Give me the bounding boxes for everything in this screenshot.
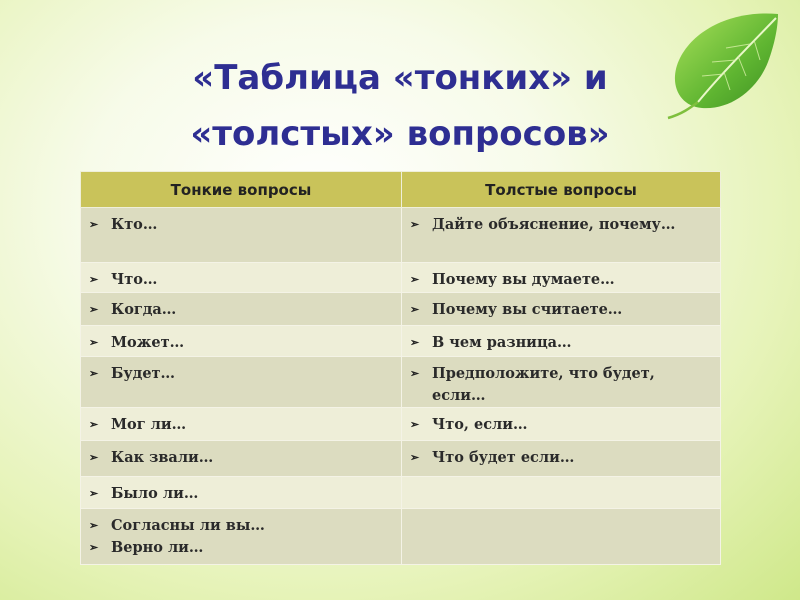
question-text: Что…: [111, 271, 158, 288]
arrowhead-bullet-icon: ➢: [89, 487, 99, 500]
list-item: [89, 332, 393, 354]
question-text: Верно ли…: [111, 539, 204, 556]
question-text: Что будет если…: [432, 449, 575, 466]
title-line-1: «Таблица «тонких» и: [192, 58, 608, 98]
table-header-row: [81, 172, 721, 208]
list-item: [89, 537, 393, 559]
table-row: [81, 263, 721, 293]
list-item: [410, 414, 712, 436]
arrowhead-bullet-icon: ➢: [89, 451, 99, 464]
table-row: [81, 208, 721, 263]
thin-question-cell: [81, 477, 402, 509]
title-line-2: «толстых» вопросов»: [190, 114, 610, 154]
list-item: [410, 447, 712, 469]
table-row: [81, 357, 721, 408]
page-title: [120, 50, 680, 162]
question-text: Когда…: [111, 301, 177, 318]
table-row: [81, 408, 721, 441]
thick-question-cell: [402, 357, 721, 408]
table-row: [81, 477, 721, 509]
arrowhead-bullet-icon: ➢: [89, 303, 99, 316]
table-row: [81, 293, 721, 326]
thick-question-cell: [402, 326, 721, 357]
thin-question-cell: [81, 441, 402, 477]
arrowhead-bullet-icon: ➢: [410, 218, 420, 231]
table-row: [81, 441, 721, 477]
thick-question-cell: [402, 441, 721, 477]
table-body: [81, 208, 721, 565]
question-text: Почему вы думаете…: [432, 271, 615, 288]
arrowhead-bullet-icon: ➢: [89, 367, 99, 380]
question-text: Кто…: [111, 216, 158, 233]
question-text: Почему вы считаете…: [432, 301, 623, 318]
table-row: [81, 509, 721, 565]
table-row: [81, 326, 721, 357]
arrowhead-bullet-icon: ➢: [89, 418, 99, 431]
list-item: [410, 269, 712, 291]
question-text: Будет…: [111, 365, 176, 382]
thin-question-cell: [81, 408, 402, 441]
list-item: [89, 299, 393, 321]
thick-question-cell: [402, 263, 721, 293]
thick-question-cell: [402, 509, 721, 565]
arrowhead-bullet-icon: ➢: [89, 218, 99, 231]
arrowhead-bullet-icon: ➢: [410, 303, 420, 316]
thin-question-cell: [81, 509, 402, 565]
arrowhead-bullet-icon: ➢: [410, 273, 420, 286]
thick-question-cell: [402, 408, 721, 441]
list-item: [89, 483, 393, 505]
arrowhead-bullet-icon: ➢: [410, 367, 420, 380]
list-item: [410, 214, 712, 236]
arrowhead-bullet-icon: ➢: [410, 451, 420, 464]
thin-question-cell: [81, 326, 402, 357]
arrowhead-bullet-icon: ➢: [89, 273, 99, 286]
thin-question-cell: [81, 263, 402, 293]
list-item: [410, 299, 712, 321]
question-text: Что, если…: [432, 416, 528, 433]
list-item: [410, 363, 712, 407]
thin-question-cell: [81, 208, 402, 263]
arrowhead-bullet-icon: ➢: [410, 418, 420, 431]
question-text: Было ли…: [111, 485, 199, 502]
question-text: Может…: [111, 334, 185, 351]
question-text: Как звали…: [111, 449, 214, 466]
question-text: Мог ли…: [111, 416, 187, 433]
arrowhead-bullet-icon: ➢: [89, 519, 99, 532]
header-thin-questions: Тонкие вопросы: [81, 172, 402, 208]
thin-question-cell: [81, 293, 402, 326]
list-item: [89, 214, 393, 236]
list-item: [89, 447, 393, 469]
list-item: [89, 414, 393, 436]
list-item: [89, 515, 393, 537]
thick-question-cell: [402, 208, 721, 263]
question-text: Согласны ли вы…: [111, 517, 265, 534]
questions-table: [80, 171, 721, 565]
list-item: [410, 332, 712, 354]
header-thick-questions: Толстые вопросы: [402, 172, 721, 208]
question-text: Предположите, что будет, если…: [432, 365, 655, 404]
question-text: Дайте объяснение, почему…: [432, 216, 676, 233]
arrowhead-bullet-icon: ➢: [410, 336, 420, 349]
arrowhead-bullet-icon: ➢: [89, 336, 99, 349]
list-item: [89, 269, 393, 291]
thick-question-cell: [402, 293, 721, 326]
thick-question-cell: [402, 477, 721, 509]
question-text: В чем разница…: [432, 334, 572, 351]
arrowhead-bullet-icon: ➢: [89, 541, 99, 554]
list-item: [89, 363, 393, 385]
thin-question-cell: [81, 357, 402, 408]
